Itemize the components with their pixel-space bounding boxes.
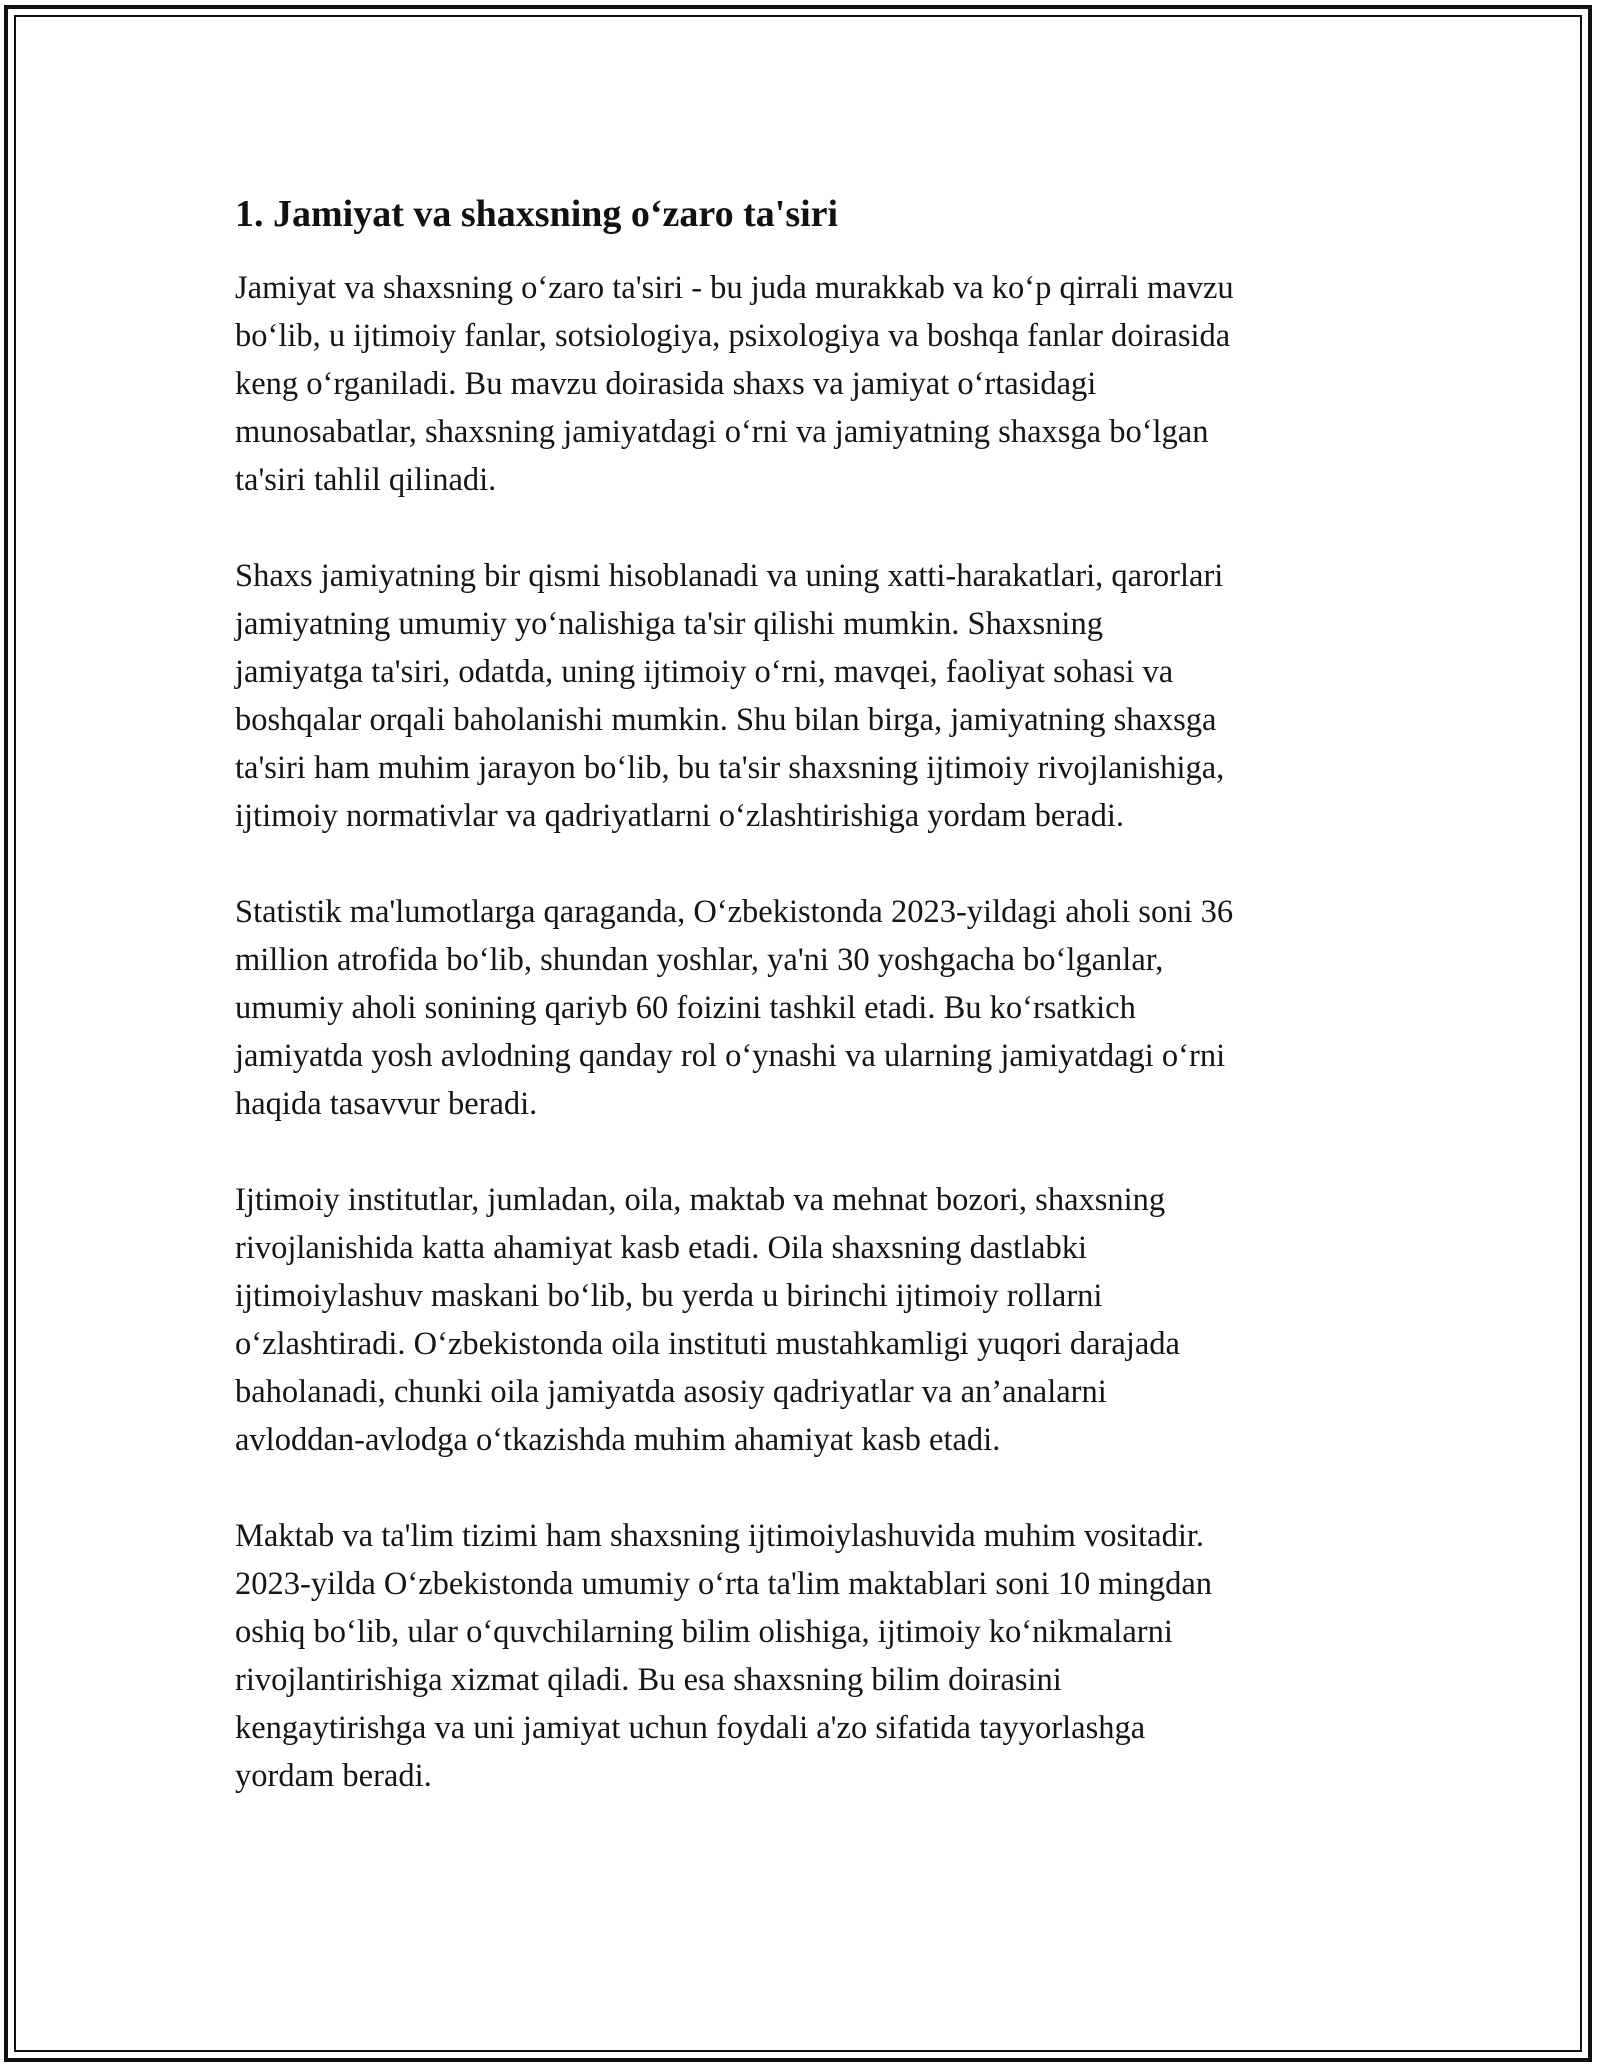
text-line: avloddan-avlodga o‘tkazishda muhim ahamiyat kasb etadi.	[235, 1422, 1001, 1458]
text-line: rivojlanishida katta ahamiyat kasb etadi. Oila shaxsning dastlabki	[235, 1230, 1088, 1266]
paragraph-1	[235, 264, 1375, 504]
text-line: Statistik ma'lumotlarga qaraganda, O‘zbekistonda 2023-yildagi aholi soni 36	[235, 894, 1234, 930]
document-body	[235, 186, 1375, 1848]
section-heading: 1. Jamiyat va shaxsning o‘zaro ta'siri	[235, 193, 839, 235]
text-line: 2023-yilda O‘zbekistonda umumiy o‘rta ta'lim maktablari soni 10 mingdan	[235, 1566, 1213, 1602]
text-line: boshqalar orqali baholanishi mumkin. Shu bilan birga, jamiyatning shaxsga	[235, 702, 1217, 738]
text-line: ijtimoiylashuv maskani bo‘lib, bu yerda u birinchi ijtimoiy rollarni	[235, 1278, 1103, 1314]
text-line: keng o‘rganiladi. Bu mavzu doirasida shaxs va jamiyat o‘rtasidagi	[235, 366, 1097, 402]
text-line: yordam beradi.	[235, 1758, 432, 1794]
text-line: munosabatlar, shaxsning jamiyatdagi o‘rni va jamiyatning shaxsga bo‘lgan	[235, 414, 1209, 450]
text-line: jamiyatning umumiy yo‘nalishiga ta'sir qilishi mumkin. Shaxsning	[235, 606, 1103, 642]
paragraph-5	[235, 1512, 1375, 1800]
text-line: kengaytirishga va uni jamiyat uchun foydali a'zo sifatida tayyorlashga	[235, 1710, 1146, 1746]
text-line: o‘zlashtiradi. O‘zbekistonda oila instituti mustahkamligi yuqori darajada	[235, 1326, 1180, 1362]
text-line: million atrofida bo‘lib, shundan yoshlar, ya'ni 30 yoshgacha bo‘lganlar,	[235, 942, 1164, 978]
text-line: Ijtimoiy institutlar, jumladan, oila, maktab va mehnat bozori, shaxsning	[235, 1182, 1166, 1218]
text-line: oshiq bo‘lib, ular o‘quvchilarning bilim olishiga, ijtimoiy ko‘nikmalarni	[235, 1614, 1173, 1650]
text-line: Maktab va ta'lim tizimi ham shaxsning ijtimoiylashuvida muhim vositadir.	[235, 1518, 1205, 1554]
paragraph-2	[235, 552, 1375, 840]
text-line: baholanadi, chunki oila jamiyatda asosiy qadriyatlar va an’analarni	[235, 1374, 1107, 1410]
text-line: ta'siri ham muhim jarayon bo‘lib, bu ta'sir shaxsning ijtimoiy rivojlanishiga,	[235, 750, 1225, 786]
paragraph-3	[235, 888, 1375, 1128]
text-line: jamiyatga ta'siri, odatda, uning ijtimoiy o‘rni, mavqei, faoliyat sohasi va	[235, 654, 1174, 690]
text-line: bo‘lib, u ijtimoiy fanlar, sotsiologiya, psixologiya va boshqa fanlar doirasida	[235, 318, 1231, 354]
paragraph-4	[235, 1176, 1375, 1464]
text-line: rivojlantirishiga xizmat qiladi. Bu esa shaxsning bilim doirasini	[235, 1662, 1062, 1698]
text-line: umumiy aholi sonining qariyb 60 foizini tashkil etadi. Bu ko‘rsatkich	[235, 990, 1136, 1026]
text-line: ijtimoiy normativlar va qadriyatlarni o‘zlashtirishiga yordam beradi.	[235, 798, 1124, 834]
text-line: jamiyatda yosh avlodning qanday rol o‘ynashi va ularning jamiyatdagi o‘rni	[235, 1038, 1226, 1074]
text-line: Jamiyat va shaxsning o‘zaro ta'siri - bu juda murakkab va ko‘p qirrali mavzu	[235, 270, 1234, 306]
text-line: Shaxs jamiyatning bir qismi hisoblanadi va uning xatti-harakatlari, qarorlari	[235, 558, 1224, 594]
text-line: haqida tasavvur beradi.	[235, 1086, 538, 1122]
text-line: ta'siri tahlil qilinadi.	[235, 462, 497, 498]
